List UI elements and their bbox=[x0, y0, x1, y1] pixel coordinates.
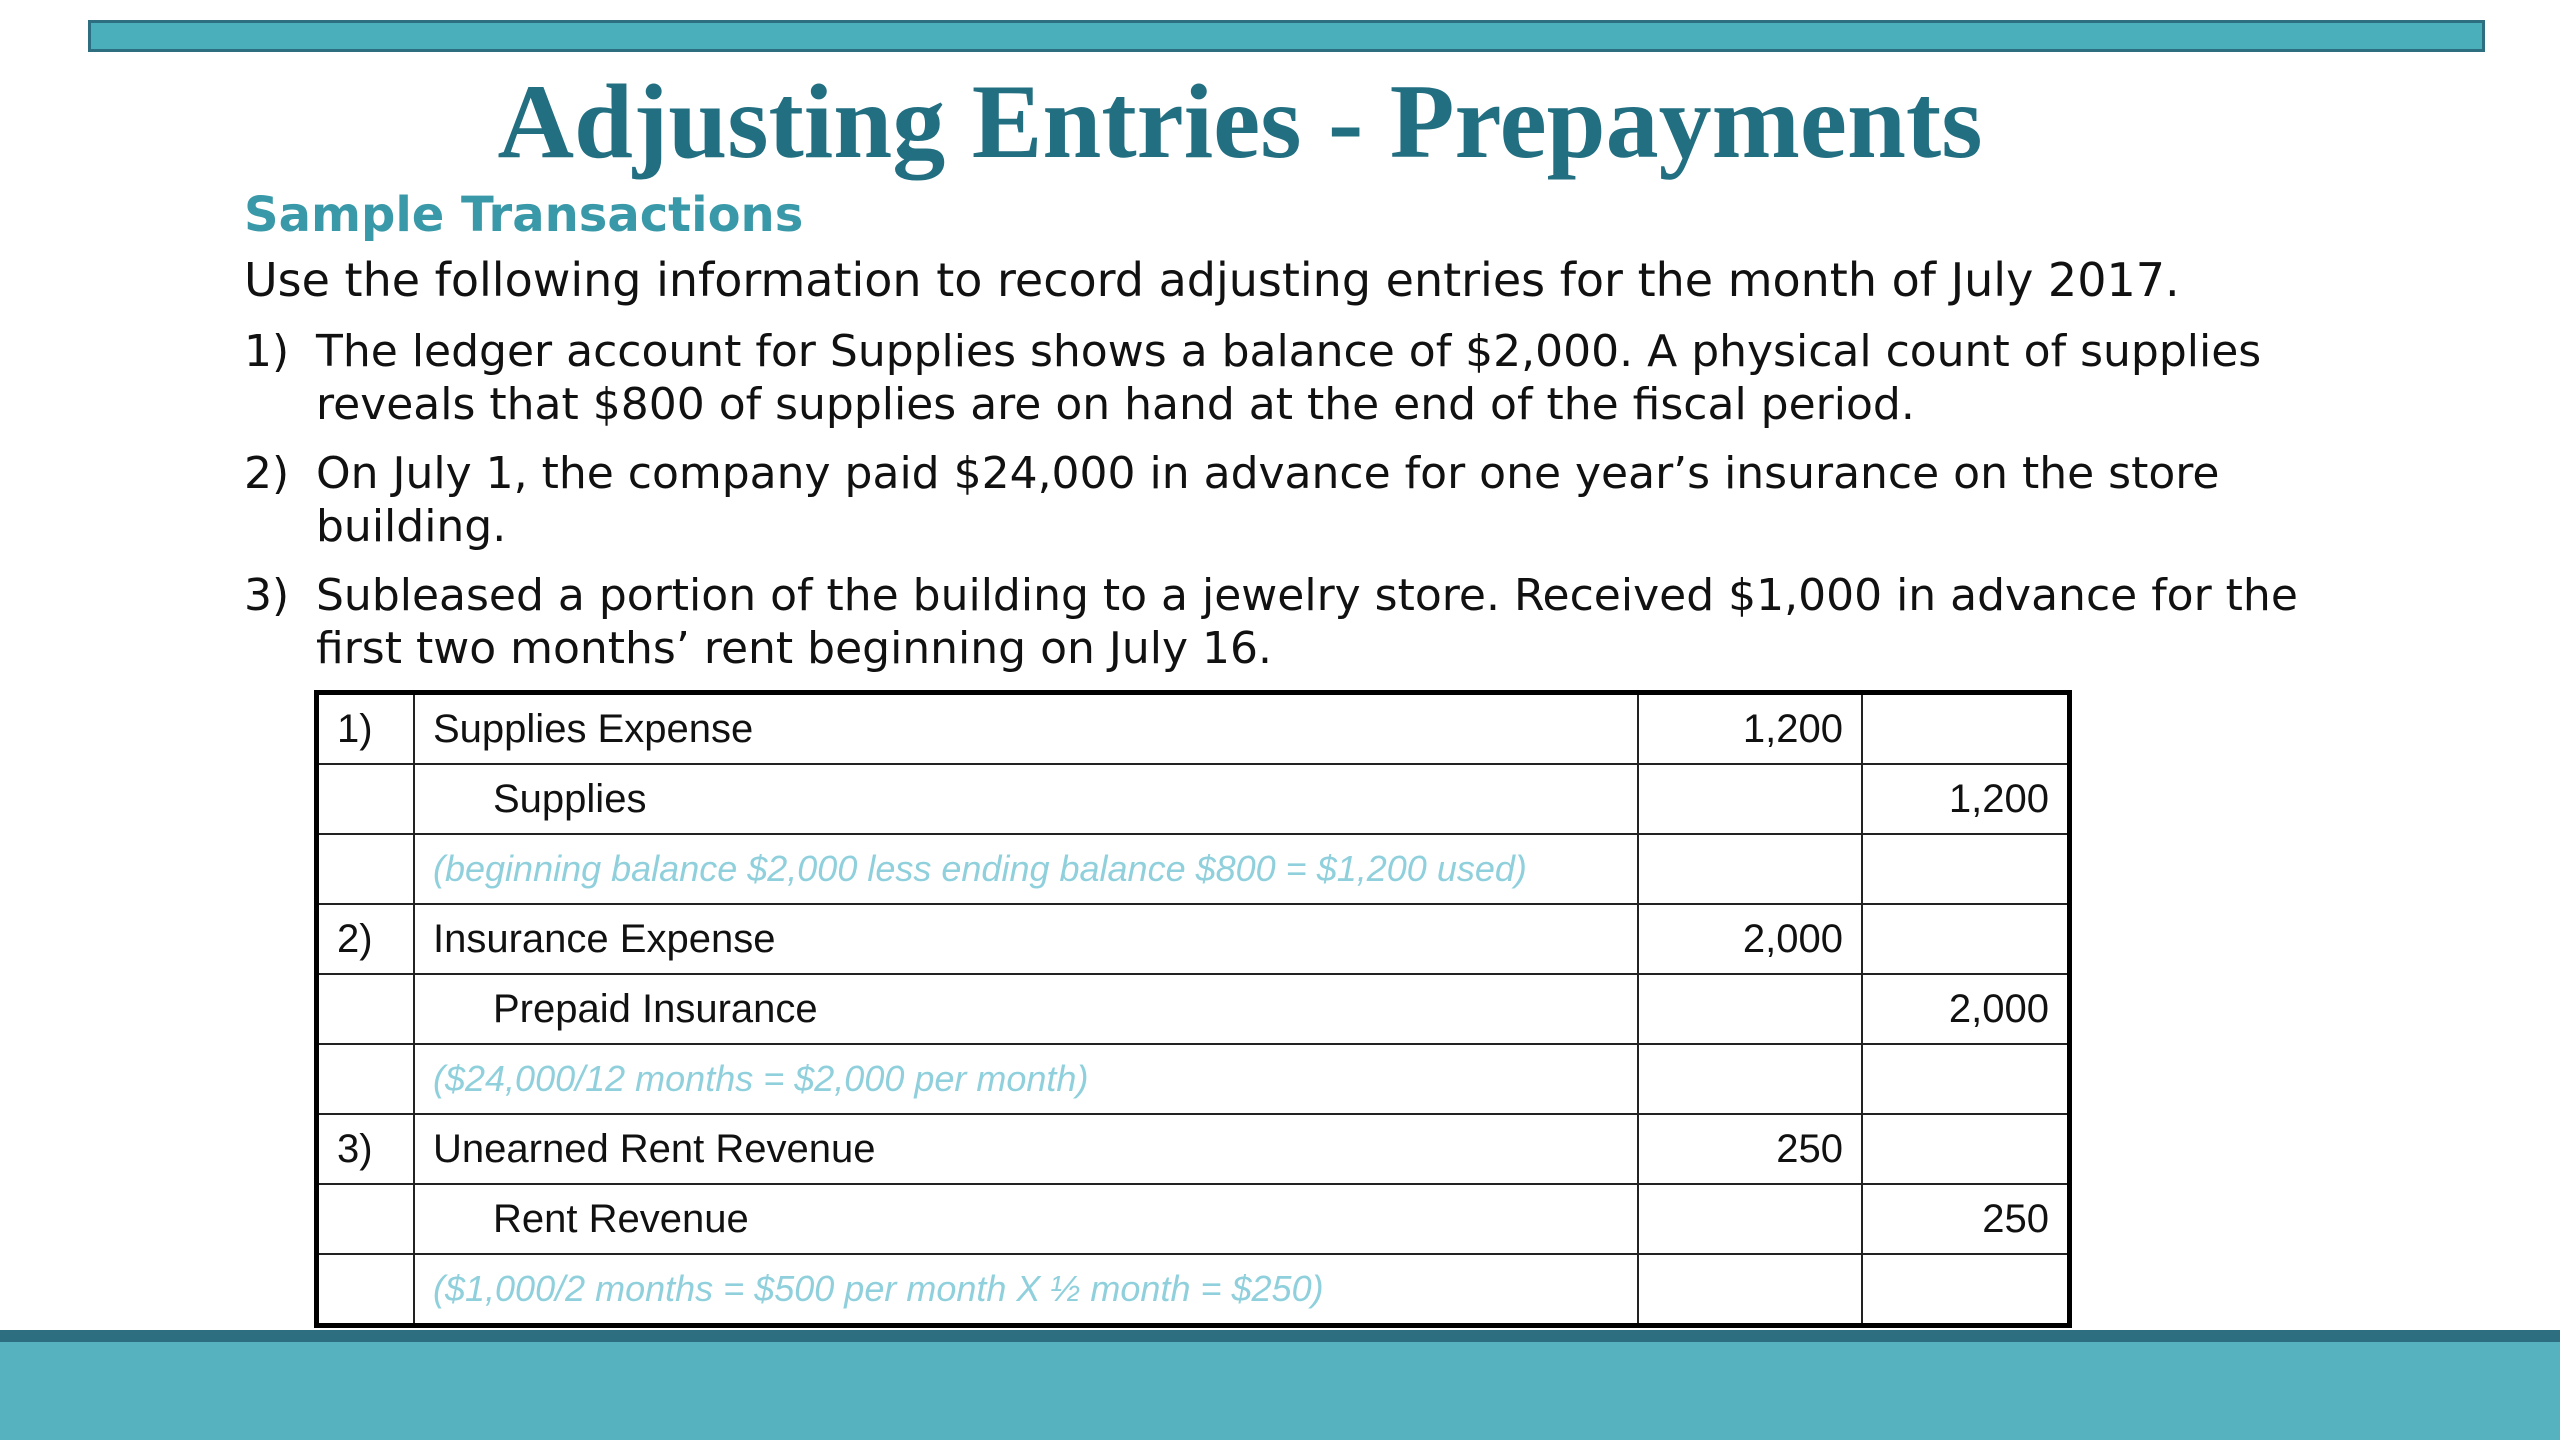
credit-amount bbox=[1862, 1114, 2070, 1184]
table-row bbox=[317, 1114, 2070, 1184]
debit-amount: 1,200 bbox=[1638, 693, 1862, 765]
entry-explanation: ($24,000/12 months = $2,000 per month) bbox=[414, 1044, 1638, 1114]
transaction-item bbox=[244, 447, 2344, 553]
entry-number bbox=[317, 834, 415, 904]
entry-number bbox=[317, 974, 415, 1044]
journal-entries-table bbox=[314, 690, 2072, 1328]
credit-amount bbox=[1862, 1254, 2070, 1326]
entry-number bbox=[317, 1254, 415, 1326]
table-row bbox=[317, 904, 2070, 974]
table-row bbox=[317, 764, 2070, 834]
credit-amount bbox=[1862, 904, 2070, 974]
transaction-text: On July 1, the company paid $24,000 in advance for one year’s insurance on the store building. bbox=[316, 448, 2220, 552]
transaction-list bbox=[244, 325, 2344, 691]
entry-number bbox=[317, 1044, 415, 1114]
transaction-number: 2) bbox=[244, 448, 290, 499]
debit-amount bbox=[1638, 1184, 1862, 1254]
table-row bbox=[317, 693, 2070, 765]
debit-amount: 250 bbox=[1638, 1114, 1862, 1184]
entry-number: 3) bbox=[317, 1114, 415, 1184]
entry-explanation: (beginning balance $2,000 less ending balance $800 = $1,200 used) bbox=[414, 834, 1638, 904]
debit-amount bbox=[1638, 1044, 1862, 1114]
debit-amount: 2,000 bbox=[1638, 904, 1862, 974]
table-row bbox=[317, 1184, 2070, 1254]
top-accent-bar bbox=[88, 20, 2485, 52]
credit-amount bbox=[1862, 834, 2070, 904]
table-row bbox=[317, 834, 2070, 904]
credit-amount: 1,200 bbox=[1862, 764, 2070, 834]
transaction-item bbox=[244, 325, 2344, 431]
debit-amount bbox=[1638, 764, 1862, 834]
entry-number: 1) bbox=[317, 693, 415, 765]
slide-subtitle: Sample Transactions bbox=[244, 187, 804, 243]
entry-number bbox=[317, 1184, 415, 1254]
debit-amount bbox=[1638, 834, 1862, 904]
credit-amount: 2,000 bbox=[1862, 974, 2070, 1044]
table-row bbox=[317, 974, 2070, 1044]
transaction-item bbox=[244, 569, 2344, 675]
entry-number bbox=[317, 764, 415, 834]
intro-text: Use the following information to record adjusting entries for the month of July 2017. bbox=[244, 253, 2180, 307]
bottom-accent-band bbox=[0, 1330, 2560, 1440]
account-name: Unearned Rent Revenue bbox=[414, 1114, 1638, 1184]
account-name: Prepaid Insurance bbox=[414, 974, 1638, 1044]
table-row bbox=[317, 1044, 2070, 1114]
transaction-text: The ledger account for Supplies shows a balance of $2,000. A physical count of supplies reveals that $800 of supplies are on hand at the end of the fiscal period. bbox=[316, 326, 2262, 430]
account-name: Rent Revenue bbox=[414, 1184, 1638, 1254]
slide-title: Adjusting Entries - Prepayments bbox=[497, 63, 1983, 180]
transaction-number: 3) bbox=[244, 570, 290, 621]
account-name: Supplies bbox=[414, 764, 1638, 834]
credit-amount: 250 bbox=[1862, 1184, 2070, 1254]
transaction-number: 1) bbox=[244, 326, 290, 377]
debit-amount bbox=[1638, 974, 1862, 1044]
entry-explanation: ($1,000/2 months = $500 per month X ½ month = $250) bbox=[414, 1254, 1638, 1326]
credit-amount bbox=[1862, 1044, 2070, 1114]
table-row bbox=[317, 1254, 2070, 1326]
transaction-text: Subleased a portion of the building to a jewelry store. Received $1,000 in advance for the first two months’ rent beginning on July 16. bbox=[316, 570, 2298, 674]
account-name: Supplies Expense bbox=[414, 693, 1638, 765]
entry-number: 2) bbox=[317, 904, 415, 974]
account-name: Insurance Expense bbox=[414, 904, 1638, 974]
debit-amount bbox=[1638, 1254, 1862, 1326]
credit-amount bbox=[1862, 693, 2070, 765]
